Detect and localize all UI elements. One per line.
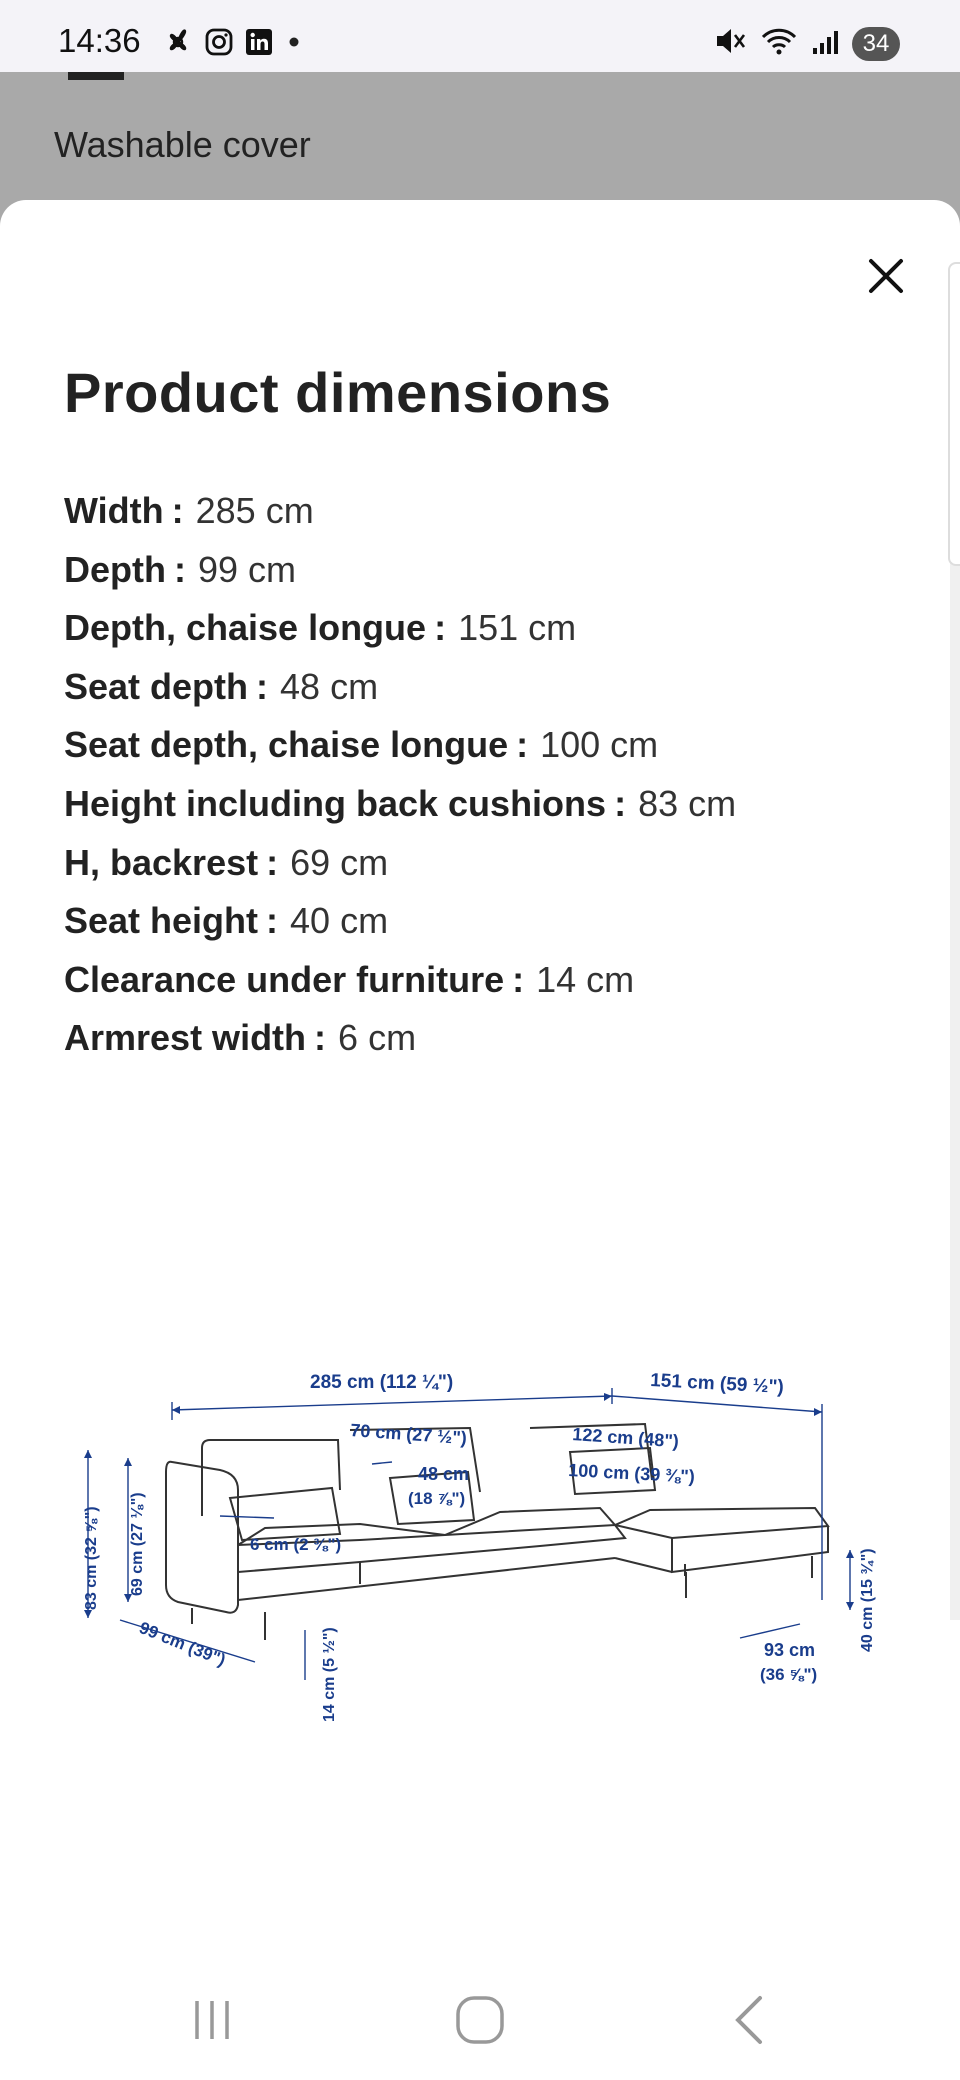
dimension-label: Clearance under furniture bbox=[64, 958, 505, 1000]
diagram-label-height: 83 cm (32 ⅝") bbox=[83, 1506, 100, 1610]
dimensions-list bbox=[64, 482, 736, 1068]
home-icon bbox=[454, 1994, 506, 2046]
recents-button[interactable] bbox=[172, 1990, 252, 2050]
dimension-label: Seat depth bbox=[64, 665, 249, 707]
dimension-row bbox=[64, 775, 736, 834]
dimension-value: 69 cm bbox=[290, 841, 389, 883]
diagram-label-chaise-width-1: 93 cm bbox=[764, 1640, 816, 1660]
dimension-row bbox=[64, 1009, 736, 1068]
dimension-value: 6 cm bbox=[338, 1017, 417, 1059]
diagram-label-seat-depth-1: 48 cm bbox=[418, 1464, 470, 1484]
background-item-text: Washable cover bbox=[54, 124, 311, 165]
diagram-label-seat-height: 40 cm (15 ¾") bbox=[859, 1548, 876, 1652]
dimension-separator: : bbox=[174, 548, 186, 590]
back-icon bbox=[730, 1994, 770, 2046]
dimension-row bbox=[64, 658, 736, 717]
sofa-outline bbox=[166, 1424, 828, 1640]
scroll-track bbox=[950, 560, 960, 1620]
recents-icon bbox=[187, 1997, 237, 2043]
mute-icon bbox=[714, 26, 748, 61]
dimension-separator: : bbox=[434, 607, 447, 649]
dimension-row bbox=[64, 541, 736, 600]
scrollbar-thumb[interactable] bbox=[948, 262, 960, 566]
pinwheel-icon bbox=[162, 26, 194, 63]
dimension-row bbox=[64, 482, 736, 541]
sofa-dimension-diagram bbox=[60, 1340, 880, 1730]
diagram-label-back-width-text: 70 cm (27 ½") bbox=[349, 1420, 468, 1449]
diagram-label-chaise-back: 122 cm (48") bbox=[571, 1424, 680, 1452]
dimension-label: Armrest width bbox=[64, 1017, 307, 1059]
dimension-value: 151 cm bbox=[458, 607, 577, 649]
linkedin-icon bbox=[244, 27, 274, 62]
signal-icon bbox=[810, 26, 840, 61]
dimension-value: 14 cm bbox=[536, 958, 635, 1000]
wifi-icon bbox=[760, 26, 798, 61]
dimension-value: 48 cm bbox=[280, 665, 379, 707]
dimension-value: 99 cm bbox=[198, 548, 297, 590]
dot-icon bbox=[284, 32, 304, 57]
dimension-separator: : bbox=[314, 1017, 327, 1059]
dimension-label: Depth, chaise longue bbox=[64, 607, 427, 649]
dimension-separator: : bbox=[171, 490, 184, 531]
close-icon bbox=[866, 256, 906, 296]
dimension-arrows bbox=[84, 1393, 854, 1618]
dimension-row bbox=[64, 892, 736, 951]
dimension-label: Depth bbox=[64, 548, 166, 590]
dimension-label: Seat depth, chaise longue bbox=[64, 724, 509, 766]
dimension-separator: : bbox=[512, 958, 525, 1000]
diagram-label-seat-depth-chaise: 100 cm (39 ⅜") bbox=[567, 1460, 696, 1487]
dimension-separator: : bbox=[266, 841, 279, 883]
background-divider bbox=[68, 72, 124, 80]
diagram-label-depth: 99 cm (39") bbox=[136, 1618, 229, 1670]
diagram-label-backrest: 69 cm (27 ⅛") bbox=[129, 1492, 146, 1596]
dimension-separator: : bbox=[256, 665, 269, 707]
dimension-value: 100 cm bbox=[540, 724, 659, 766]
home-button[interactable] bbox=[440, 1990, 520, 2050]
diagram-label-armrest: 6 cm (2 ⅜") bbox=[250, 1535, 342, 1554]
dimension-row bbox=[64, 951, 736, 1010]
dimension-row bbox=[64, 834, 736, 893]
dimension-label: Height including back cushions bbox=[64, 782, 607, 824]
dimension-row bbox=[64, 716, 736, 775]
battery-indicator: 34 bbox=[852, 27, 900, 61]
diagram-label-width: 285 cm (112 ¼") bbox=[310, 1372, 454, 1393]
dimension-label: Seat height bbox=[64, 900, 259, 942]
sheet-title: Product dimensions bbox=[64, 361, 612, 424]
diagram-label-seat-depth-2: (18 ⅞") bbox=[408, 1489, 466, 1508]
dimension-separator: : bbox=[266, 900, 279, 942]
dimension-value: 285 cm bbox=[195, 490, 314, 531]
dimension-row bbox=[64, 599, 736, 658]
diagram-label-depth-chaise: 151 cm (59 ½") bbox=[649, 1370, 785, 1398]
back-button[interactable] bbox=[710, 1990, 790, 2050]
diagram-label-clearance: 14 cm (5 ½") bbox=[321, 1627, 338, 1722]
status-bar bbox=[0, 0, 960, 72]
close-button[interactable] bbox=[858, 248, 914, 304]
instagram-icon bbox=[204, 27, 234, 62]
status-time: 14:36 bbox=[58, 22, 141, 59]
dimension-separator: : bbox=[614, 782, 627, 824]
diagram-label-chaise-width-2: (36 ⅝") bbox=[760, 1665, 818, 1684]
notification-icons bbox=[162, 26, 304, 63]
dimension-separator: : bbox=[516, 724, 529, 766]
dimension-label: H, backrest bbox=[64, 841, 259, 883]
dimension-value: 40 cm bbox=[290, 900, 389, 942]
dimension-value: 83 cm bbox=[638, 782, 737, 824]
dimension-label: Width bbox=[64, 490, 164, 531]
